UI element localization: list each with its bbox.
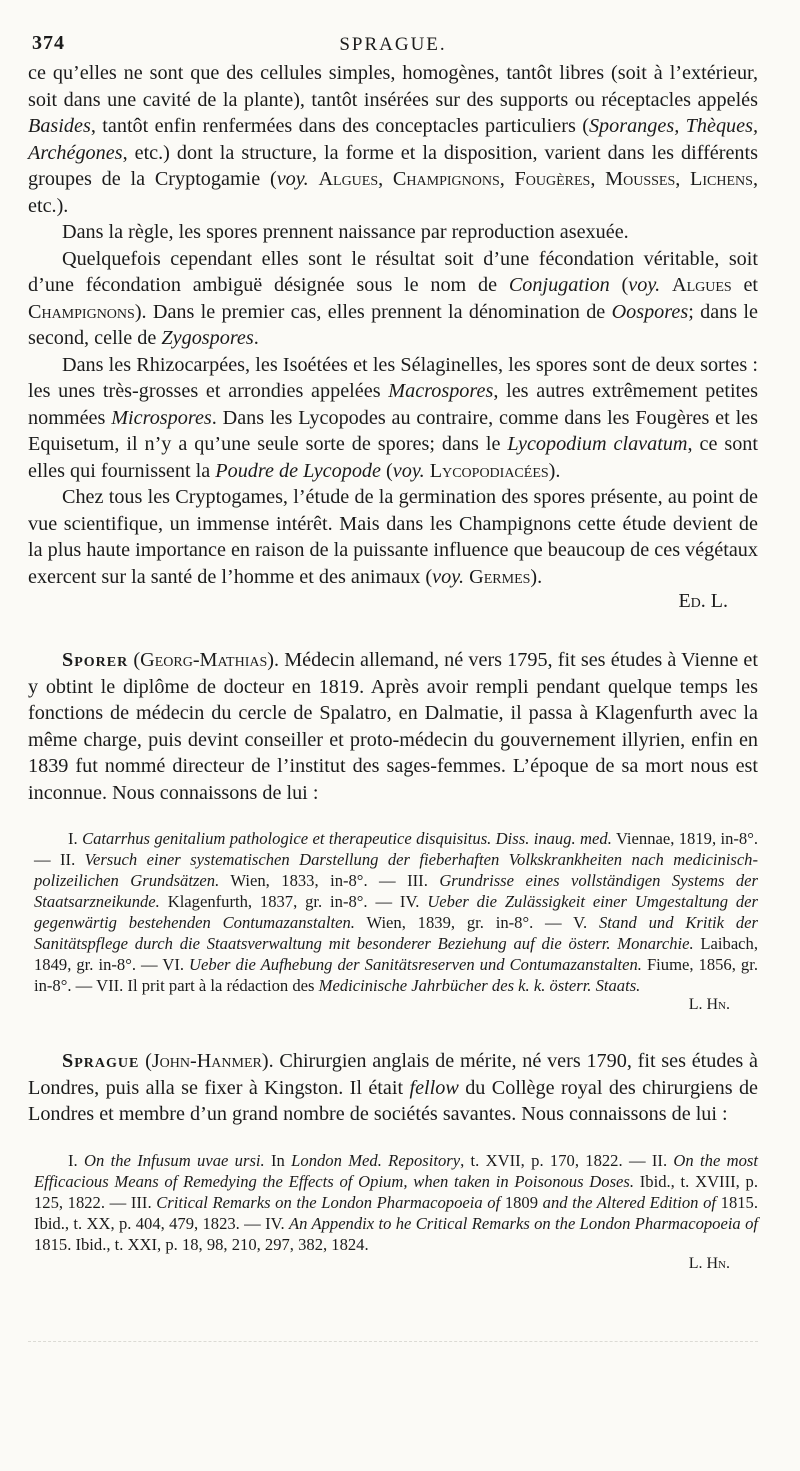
italic-text: Grundrisse eines vollständigen Systems der Staatsarzneikunde. — [34, 871, 759, 911]
entry-headword: Sprague — [62, 1050, 140, 1072]
italic-text: On the Infusum uvae ursi. — [84, 1150, 265, 1170]
text-run: ; dans le second, celle de — [28, 300, 758, 349]
text-run: , etc.). — [28, 168, 758, 217]
running-head-title: SPRAGUE. — [339, 34, 447, 55]
bottom-bleed-line — [28, 1341, 758, 1342]
entry-body — [28, 649, 758, 804]
entry-text — [28, 647, 758, 806]
text-run: I. — [68, 1150, 85, 1170]
italic-text: Critical Remarks on the London Pharmacopoeia of — [156, 1192, 501, 1212]
entry-headword: Sporer — [62, 649, 129, 671]
text-run: 1815. Ibid., t. XX, p. 404, 479, 1823. — IV. — [34, 1192, 758, 1233]
text-run: , t. XVII, p. 170, 1822. — II. — [460, 1150, 674, 1170]
text-run: ). — [548, 459, 561, 482]
italic-text: voy. — [432, 565, 465, 588]
italic-text: Ueber die Aufhebung der Sanitätsreserven und Contumazanstalten. — [189, 955, 642, 974]
italic-text: London Med. Repository — [291, 1150, 461, 1170]
paragraph — [28, 352, 758, 485]
text-run: Laibach, 1849, gr. in-8°. — VI. — [34, 934, 758, 974]
text-run: Wien, 1839, gr. in-8°. — V. — [354, 913, 599, 932]
text-run: ). Dans le premier cas, elles prennent la dénomination de — [134, 300, 612, 323]
text-run: Chez tous les Cryptogames, l’étude de la germination des spores présente, au point de vue scientifique, un immense intérêt. Mais dans les Champignons cette étude devient de la plus haute importance en raison de la puissante influence que beaucoup de ces végétaux exercent sur la santé de l’homme et des animaux ( — [28, 486, 758, 588]
text-run: 1809 — [500, 1192, 543, 1212]
italic-text: On the most Efficacious Means of Remedying the Effects of Opium, when taken in Poisonous Doses. — [34, 1150, 758, 1191]
italic-text: Poudre de Lycopode — [215, 459, 381, 482]
text-run: Viennae, 1819, in-8°. — II. — [34, 829, 758, 869]
text-run: . Dans les Lycopodes au contraire, comme dans les Fougères et les Equisetum, il n’y a qu’une seule sorte de spores; dans le — [28, 406, 758, 455]
text-run — [660, 274, 672, 296]
italic-text: Macrospores — [388, 380, 494, 402]
text-run: Wien, 1833, in-8°. — III. — [219, 871, 440, 890]
text-run: Quelquefois cependant elles sont le résultat soit d’une fécondation véritable, soit d’une fécondation ambiguë désignée sous le nom de — [28, 247, 758, 296]
text-run: ). Chirurgien anglais de mérite, né vers 1790, fit ses études à Londres, puis alla se fixer à Kingston. Il était — [28, 1050, 758, 1099]
text-run: Dans les Rhizocarpées, les Isoétées et les Sélaginelles, les spores sont de deux sortes : les unes très-grosses et arrondies appelées — [28, 353, 758, 402]
small-caps-text: Germes — [469, 565, 531, 588]
italic-text: Lycopodium clavatum — [507, 433, 688, 455]
text-run: ( — [380, 459, 393, 482]
entry-text — [28, 1048, 758, 1128]
italic-text: fellow — [409, 1076, 459, 1099]
text-run: ). Médecin allemand, né vers 1795, fit ses études à Vienne et y obtint le diplôme de docteur en 1819. Après avoir rempli pendant quelque temps les fonctions de médecin du cercle de Spalatro, en Dalmatie, il passa à Klagenfurth avec la même charge, puis devint conseiller et proto-médecin du gouvernement illyrien, enfin en 1839 fut nommé directeur de l’institut des sages-femmes. L’époque de sa mort nous est inconnue. Nous connaissons de lui : — [28, 649, 758, 804]
text-run — [309, 168, 319, 190]
italic-text: Medicinische Jahrbücher des k. k. österr. Staats. — [318, 976, 641, 995]
text-run: ( — [609, 274, 629, 296]
bibliography-text — [34, 828, 758, 996]
italic-text: Conjugation — [508, 274, 610, 296]
italic-text: and the Altered Edition of — [542, 1192, 717, 1212]
text-run: , ce sont elles qui fournissent la — [28, 433, 758, 482]
italic-text: voy. — [392, 459, 425, 482]
italic-text: Stand und Kritik der Sanitätspflege durch die Staatsverwaltung mit besonderer Beziehung auf die österr. Monarchie. — [34, 913, 758, 953]
text-run: du Collège royal des chirurgiens de Londres et membre d’un grand nombre de sociétés savantes. Nous connaissons de lui : — [28, 1076, 758, 1125]
text-run: , tantôt enfin renfermées dans des conceptacles particuliers ( — [90, 115, 589, 137]
article-spores-continuation — [28, 60, 758, 1342]
small-caps-text: Champignons — [28, 300, 135, 323]
small-caps-text: Algues — [671, 274, 732, 296]
small-caps-text: Algues, Champignons, Fougères, Mousses, Lichens — [318, 168, 753, 190]
italic-text: Versuch einer systematischen Darstellung der fieberhaften Volkskrankheiten nach medicinisch-polizeilichen Grundsätzen. — [34, 850, 759, 890]
text-run: ( — [139, 1050, 152, 1072]
bibliography-text — [34, 1150, 758, 1255]
entry-sprague — [28, 1048, 758, 1273]
text-run: ). — [530, 565, 543, 588]
small-caps-text: Lycopodiacées — [429, 459, 549, 482]
paragraph — [28, 246, 758, 352]
text-run: Klagenfurth, 1837, gr. in-8°. — IV. — [159, 892, 428, 911]
author-signature: L. Hn. — [688, 1254, 730, 1272]
page-number: 374 — [32, 32, 65, 54]
author-signature: Ed. L. — [678, 590, 728, 612]
text-run: Ibid., t. XVIII, p. 125, 1822. — III. — [34, 1171, 758, 1212]
small-caps-text: Georg-Mathias — [140, 649, 268, 671]
text-run: Dans la règle, les spores prennent naissance par reproduction asexuée. — [62, 221, 629, 243]
small-caps-text: John-Hanmer — [151, 1050, 262, 1072]
text-run: , etc.) dont la structure, la forme et la disposition, varient dans les différents groupes de la Cryptogamie ( — [28, 141, 758, 190]
italic-text: Ueber die Zulässigkeit einer Umgestaltung der gegenwärtig bestehenden Contumazanstalten. — [34, 892, 758, 932]
bibliography — [28, 828, 758, 1014]
italic-text: Microspores — [111, 406, 212, 429]
text-run: Fiume, 1856, gr. in-8°. — VII. Il prit part à la rédaction des — [34, 955, 758, 995]
italic-text: voy. — [276, 168, 309, 190]
paragraph — [28, 60, 758, 219]
bibliography — [28, 1150, 758, 1273]
italic-text: Basides — [28, 115, 91, 137]
text-run: I. — [68, 829, 83, 848]
text-run: 1815. Ibid., t. XXI, p. 18, 98, 210, 297, 382, 1824. — [34, 1234, 369, 1254]
text-run: In — [264, 1150, 292, 1170]
italic-text: Zygospores — [161, 327, 254, 349]
text-run: ( — [128, 649, 141, 671]
running-head — [28, 20, 758, 60]
italic-text: Catarrhus genitalium pathologice et therapeutice disquisitus. Diss. inaug. med. — [82, 829, 612, 848]
paragraph — [28, 219, 758, 246]
italic-text: voy. — [628, 274, 661, 296]
italic-text: Oospores — [611, 300, 689, 323]
paragraph — [28, 484, 758, 590]
text-run: et — [731, 274, 759, 296]
text-run: ce qu’elles ne sont que des cellules simples, homogènes, tantôt libres (soit à l’extérieur, soit dans une cavité de la plante), tantôt insérées sur des supports ou réceptacles appelés — [28, 62, 758, 111]
italic-text: Sporanges, Thèques, Archégones — [28, 115, 758, 164]
entry-sporer — [28, 647, 758, 1014]
text-run: , les autres extrêmement petites nommées — [28, 380, 758, 429]
text-run: . — [253, 327, 259, 349]
italic-text: An Appendix to he Critical Remarks on the London Pharmacopoeia of — [288, 1213, 758, 1233]
author-signature: L. Hn. — [688, 996, 730, 1013]
